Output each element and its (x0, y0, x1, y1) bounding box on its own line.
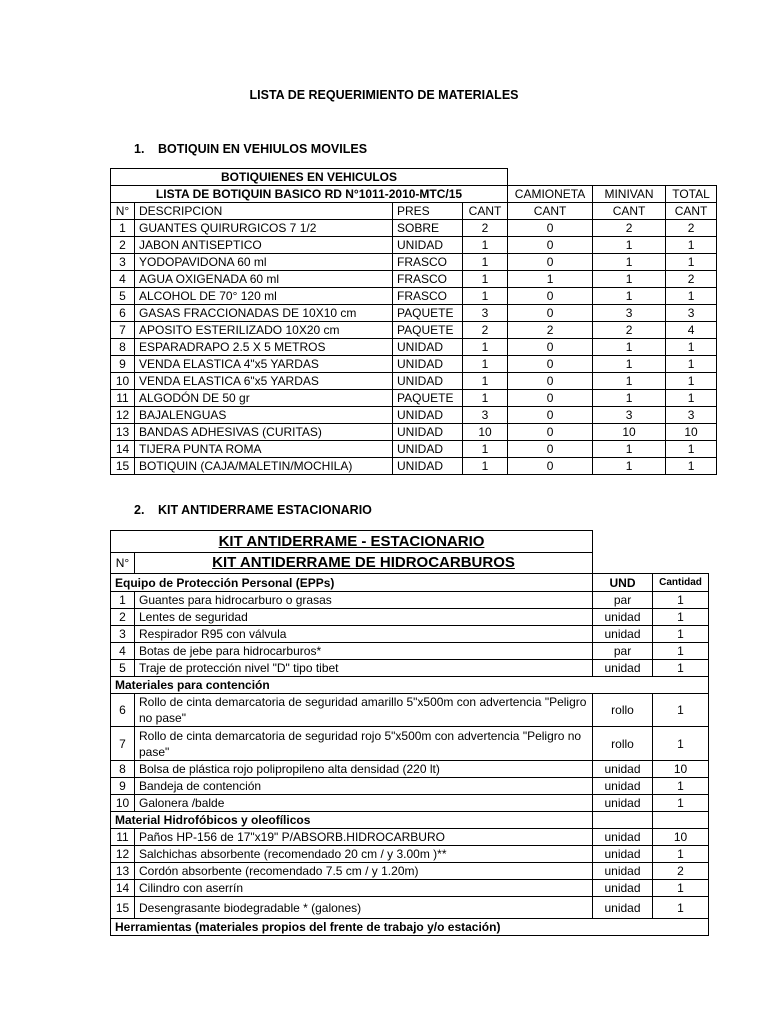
column-header-total: TOTAL (666, 186, 717, 203)
table-row (111, 390, 717, 407)
row-number: 10 (111, 795, 135, 812)
presentation: PAQUETE (393, 305, 463, 322)
minivan-quantity: 1 (593, 237, 666, 254)
section-heading-kit (134, 503, 534, 519)
total-quantity: 4 (666, 322, 717, 339)
description: Salchichas absorbente (recomendado 20 cm / y 3.00m )** (135, 846, 593, 863)
camioneta-quantity: 0 (508, 407, 593, 424)
header-row (111, 203, 717, 220)
total-quantity: 2 (666, 271, 717, 288)
minivan-quantity: 1 (593, 458, 666, 475)
unit: unidad (593, 609, 653, 626)
camioneta-quantity: 0 (508, 305, 593, 322)
table-row (111, 795, 709, 812)
camioneta-quantity: 0 (508, 220, 593, 237)
row-number: 1 (111, 220, 135, 237)
unit: unidad (593, 778, 653, 795)
description: Guantes para hidrocarburo o grasas (135, 592, 593, 609)
description: Bandeja de contención (135, 778, 593, 795)
table-row (111, 626, 709, 643)
unit: unidad (593, 795, 653, 812)
description: ESPARADRAPO 2.5 X 5 METROS (135, 339, 393, 356)
row-number: 5 (111, 288, 135, 305)
table-row (111, 356, 717, 373)
column-header-camioneta: CAMIONETA (508, 186, 593, 203)
empty-cell (593, 812, 653, 829)
total-quantity: 1 (666, 458, 717, 475)
row-number: 12 (111, 846, 135, 863)
row-number: 4 (111, 643, 135, 660)
presentation: FRASCO (393, 271, 463, 288)
description: YODOPAVIDONA 60 ml (135, 254, 393, 271)
row-number: 10 (111, 373, 135, 390)
table-row (111, 373, 717, 390)
row-number: 2 (111, 237, 135, 254)
minivan-quantity: 1 (593, 288, 666, 305)
presentation: FRASCO (393, 288, 463, 305)
quantity: 10 (653, 761, 709, 778)
table-row (111, 846, 709, 863)
description: BOTIQUIN (CAJA/MALETIN/MOCHILA) (135, 458, 393, 475)
quantity: 1 (463, 390, 508, 407)
empty-cell (653, 812, 709, 829)
unit-header: UND (593, 574, 653, 592)
quantity: 1 (653, 694, 709, 727)
presentation: UNIDAD (393, 373, 463, 390)
total-quantity: 1 (666, 254, 717, 271)
quantity-header: Cantidad (653, 574, 709, 592)
kit-table (110, 530, 709, 936)
table-row (111, 305, 717, 322)
number-header: N° (111, 203, 135, 220)
table-row (111, 778, 709, 795)
presentation: SOBRE (393, 220, 463, 237)
total-quantity: 3 (666, 305, 717, 322)
quantity: 3 (463, 305, 508, 322)
quantity: 1 (653, 609, 709, 626)
description-header: DESCRIPCION (135, 203, 393, 220)
row-number: 3 (111, 626, 135, 643)
quantity: 1 (463, 254, 508, 271)
unit: unidad (593, 880, 653, 897)
section-row (111, 677, 709, 694)
presentation: UNIDAD (393, 356, 463, 373)
description: Rollo de cinta demarcatoria de seguridad rojo 5"x500m con advertencia "Peligro no pase" (135, 727, 593, 761)
section-number: 2. (134, 503, 145, 517)
table-row (111, 897, 709, 919)
total-quantity: 1 (666, 339, 717, 356)
total-cant-header: CANT (666, 203, 717, 220)
kit-title: KIT ANTIDERRAME - ESTACIONARIO (111, 531, 593, 553)
description: ALCOHOL DE 70° 120 ml (135, 288, 393, 305)
presentation: UNIDAD (393, 339, 463, 356)
section-row (111, 574, 709, 592)
quantity: 1 (653, 778, 709, 795)
quantity: 1 (463, 441, 508, 458)
row-number: 3 (111, 254, 135, 271)
quantity: 2 (463, 322, 508, 339)
minivan-quantity: 3 (593, 407, 666, 424)
description: Cilindro con aserrín (135, 880, 593, 897)
total-quantity: 10 (666, 424, 717, 441)
quantity: 10 (653, 829, 709, 846)
presentation: UNIDAD (393, 407, 463, 424)
description: ALGODÓN DE 50 gr (135, 390, 393, 407)
camioneta-quantity: 0 (508, 390, 593, 407)
total-quantity: 3 (666, 407, 717, 424)
camioneta-quantity: 0 (508, 339, 593, 356)
row-number: 8 (111, 761, 135, 778)
section-title: Equipo de Protección Personal (EPPs) (111, 574, 593, 592)
description: Cordón absorbente (recomendado 7.5 cm / y 1.20m) (135, 863, 593, 880)
unit: unidad (593, 863, 653, 880)
minivan-quantity: 1 (593, 356, 666, 373)
number-header: N° (111, 553, 135, 574)
table-row (111, 271, 717, 288)
minivan-quantity: 1 (593, 339, 666, 356)
quantity: 1 (463, 271, 508, 288)
row-number: 9 (111, 778, 135, 795)
minivan-quantity: 1 (593, 390, 666, 407)
unit: rollo (593, 694, 653, 727)
description: JABON ANTISEPTICO (135, 237, 393, 254)
group-title: BOTIQUIENES EN VEHICULOS (111, 169, 508, 186)
presentation: UNIDAD (393, 424, 463, 441)
minivan-quantity: 1 (593, 254, 666, 271)
section-label: BOTIQUIN EN VEHIULOS MOVILES (158, 142, 368, 156)
minivan-quantity: 1 (593, 441, 666, 458)
table-row (111, 863, 709, 880)
minivan-quantity: 10 (593, 424, 666, 441)
quantity: 1 (463, 288, 508, 305)
description: AGUA OXIGENADA 60 ml (135, 271, 393, 288)
table-row (111, 407, 717, 424)
row-number: 11 (111, 829, 135, 846)
description: Respirador R95 con válvula (135, 626, 593, 643)
camioneta-quantity: 0 (508, 441, 593, 458)
section-title: Herramientas (materiales propios del frente de trabajo y/o estación) (111, 919, 709, 936)
table-row (111, 660, 709, 677)
table-row (111, 237, 717, 254)
quantity: 1 (653, 643, 709, 660)
unit: par (593, 592, 653, 609)
table-row (111, 288, 717, 305)
table-row (111, 829, 709, 846)
description: Paños HP-156 de 17"x19" P/ABSORB.HIDROCARBURO (135, 829, 593, 846)
description: BANDAS ADHESIVAS (CURITAS) (135, 424, 393, 441)
quantity: 1 (463, 356, 508, 373)
section-row (111, 812, 709, 829)
table-row (111, 441, 717, 458)
quantity: 1 (653, 846, 709, 863)
unit: unidad (593, 761, 653, 778)
table-row (111, 727, 709, 761)
quantity: 1 (653, 795, 709, 812)
quantity: 1 (653, 880, 709, 897)
minivan-cant-header: CANT (593, 203, 666, 220)
row-number: 9 (111, 356, 135, 373)
unit: par (593, 643, 653, 660)
quantity: 1 (653, 592, 709, 609)
unit: unidad (593, 660, 653, 677)
minivan-quantity: 2 (593, 220, 666, 237)
row-number: 7 (111, 322, 135, 339)
description: Desengrasante biodegradable * (galones) (135, 897, 593, 919)
camioneta-quantity: 0 (508, 373, 593, 390)
unit: unidad (593, 897, 653, 919)
row-number: 7 (111, 727, 135, 761)
table-row (111, 694, 709, 727)
table-row (111, 609, 709, 626)
row-number: 12 (111, 407, 135, 424)
presentation: UNIDAD (393, 458, 463, 475)
camioneta-cant-header: CANT (508, 203, 593, 220)
row-number: 14 (111, 441, 135, 458)
quantity: 2 (463, 220, 508, 237)
unit: unidad (593, 626, 653, 643)
presentation: PAQUETE (393, 322, 463, 339)
pres-header: PRES (393, 203, 463, 220)
camioneta-quantity: 2 (508, 322, 593, 339)
row-number: 14 (111, 880, 135, 897)
total-quantity: 2 (666, 220, 717, 237)
description: VENDA ELASTICA 4"x5 YARDAS (135, 356, 393, 373)
kit-subtitle: KIT ANTIDERRAME DE HIDROCARBUROS (135, 553, 593, 574)
total-quantity: 1 (666, 237, 717, 254)
quantity: 2 (653, 863, 709, 880)
camioneta-quantity: 0 (508, 254, 593, 271)
presentation: UNIDAD (393, 441, 463, 458)
table-row (111, 458, 717, 475)
quantity: 1 (463, 339, 508, 356)
quantity: 3 (463, 407, 508, 424)
row-number: 13 (111, 863, 135, 880)
camioneta-quantity: 0 (508, 424, 593, 441)
description: TIJERA PUNTA ROMA (135, 441, 393, 458)
document-title: LISTA DE REQUERIMIENTO DE MATERIALES (249, 88, 519, 102)
list-title: LISTA DE BOTIQUIN BASICO RD N°1011-2010-MTC/15 (111, 186, 508, 203)
camioneta-quantity: 0 (508, 458, 593, 475)
row-number: 1 (111, 592, 135, 609)
description: Bolsa de plástica rojo polipropileno alta densidad (220 lt) (135, 761, 593, 778)
description: Lentes de seguridad (135, 609, 593, 626)
total-quantity: 1 (666, 373, 717, 390)
row-number: 11 (111, 390, 135, 407)
minivan-quantity: 1 (593, 271, 666, 288)
minivan-quantity: 3 (593, 305, 666, 322)
description: Botas de jebe para hidrocarburos* (135, 643, 593, 660)
quantity: 1 (463, 458, 508, 475)
table-row (111, 339, 717, 356)
camioneta-quantity: 1 (508, 271, 593, 288)
total-quantity: 1 (666, 356, 717, 373)
quantity: 1 (653, 727, 709, 761)
row-number: 13 (111, 424, 135, 441)
row-number: 6 (111, 305, 135, 322)
table-row (111, 424, 717, 441)
row-number: 8 (111, 339, 135, 356)
presentation: UNIDAD (393, 237, 463, 254)
camioneta-quantity: 0 (508, 237, 593, 254)
row-number: 6 (111, 694, 135, 727)
section-title: Materiales para contención (111, 677, 709, 694)
description: BAJALENGUAS (135, 407, 393, 424)
total-quantity: 1 (666, 441, 717, 458)
presentation: PAQUETE (393, 390, 463, 407)
section-row (111, 919, 709, 936)
camioneta-quantity: 0 (508, 288, 593, 305)
section-heading-botiquin (134, 142, 534, 158)
section-number: 1. (134, 142, 145, 156)
table-row (111, 592, 709, 609)
section-title: Material Hidrofóbicos y oleofílicos (111, 812, 593, 829)
section-label: KIT ANTIDERRAME ESTACIONARIO (158, 503, 372, 517)
quantity: 1 (653, 660, 709, 677)
minivan-quantity: 1 (593, 373, 666, 390)
table-row (111, 761, 709, 778)
quantity: 1 (653, 897, 709, 919)
presentation: FRASCO (393, 254, 463, 271)
unit: unidad (593, 846, 653, 863)
quantity: 1 (463, 237, 508, 254)
total-quantity: 1 (666, 288, 717, 305)
botiquin-table (110, 168, 717, 475)
total-quantity: 1 (666, 390, 717, 407)
description: Galonera /balde (135, 795, 593, 812)
quantity: 1 (653, 626, 709, 643)
table-row (111, 880, 709, 897)
unit: unidad (593, 829, 653, 846)
row-number: 2 (111, 609, 135, 626)
cant-header: CANT (463, 203, 508, 220)
description: Traje de protección nivel "D" tipo tibet (135, 660, 593, 677)
table-row (111, 220, 717, 237)
row-number: 5 (111, 660, 135, 677)
description: Rollo de cinta demarcatoria de seguridad amarillo 5"x500m con advertencia "Peligro no pase" (135, 694, 593, 727)
table-row (111, 643, 709, 660)
unit: rollo (593, 727, 653, 761)
camioneta-quantity: 0 (508, 356, 593, 373)
table-row (111, 322, 717, 339)
row-number: 4 (111, 271, 135, 288)
table-row (111, 254, 717, 271)
description: GUANTES QUIRURGICOS 7 1/2 (135, 220, 393, 237)
column-header-minivan: MINIVAN (593, 186, 666, 203)
description: VENDA ELASTICA 6"x5 YARDAS (135, 373, 393, 390)
row-number: 15 (111, 458, 135, 475)
description: APOSITO ESTERILIZADO 10X20 cm (135, 322, 393, 339)
description: GASAS FRACCIONADAS DE 10X10 cm (135, 305, 393, 322)
minivan-quantity: 2 (593, 322, 666, 339)
quantity: 1 (463, 373, 508, 390)
quantity: 10 (463, 424, 508, 441)
row-number: 15 (111, 897, 135, 919)
